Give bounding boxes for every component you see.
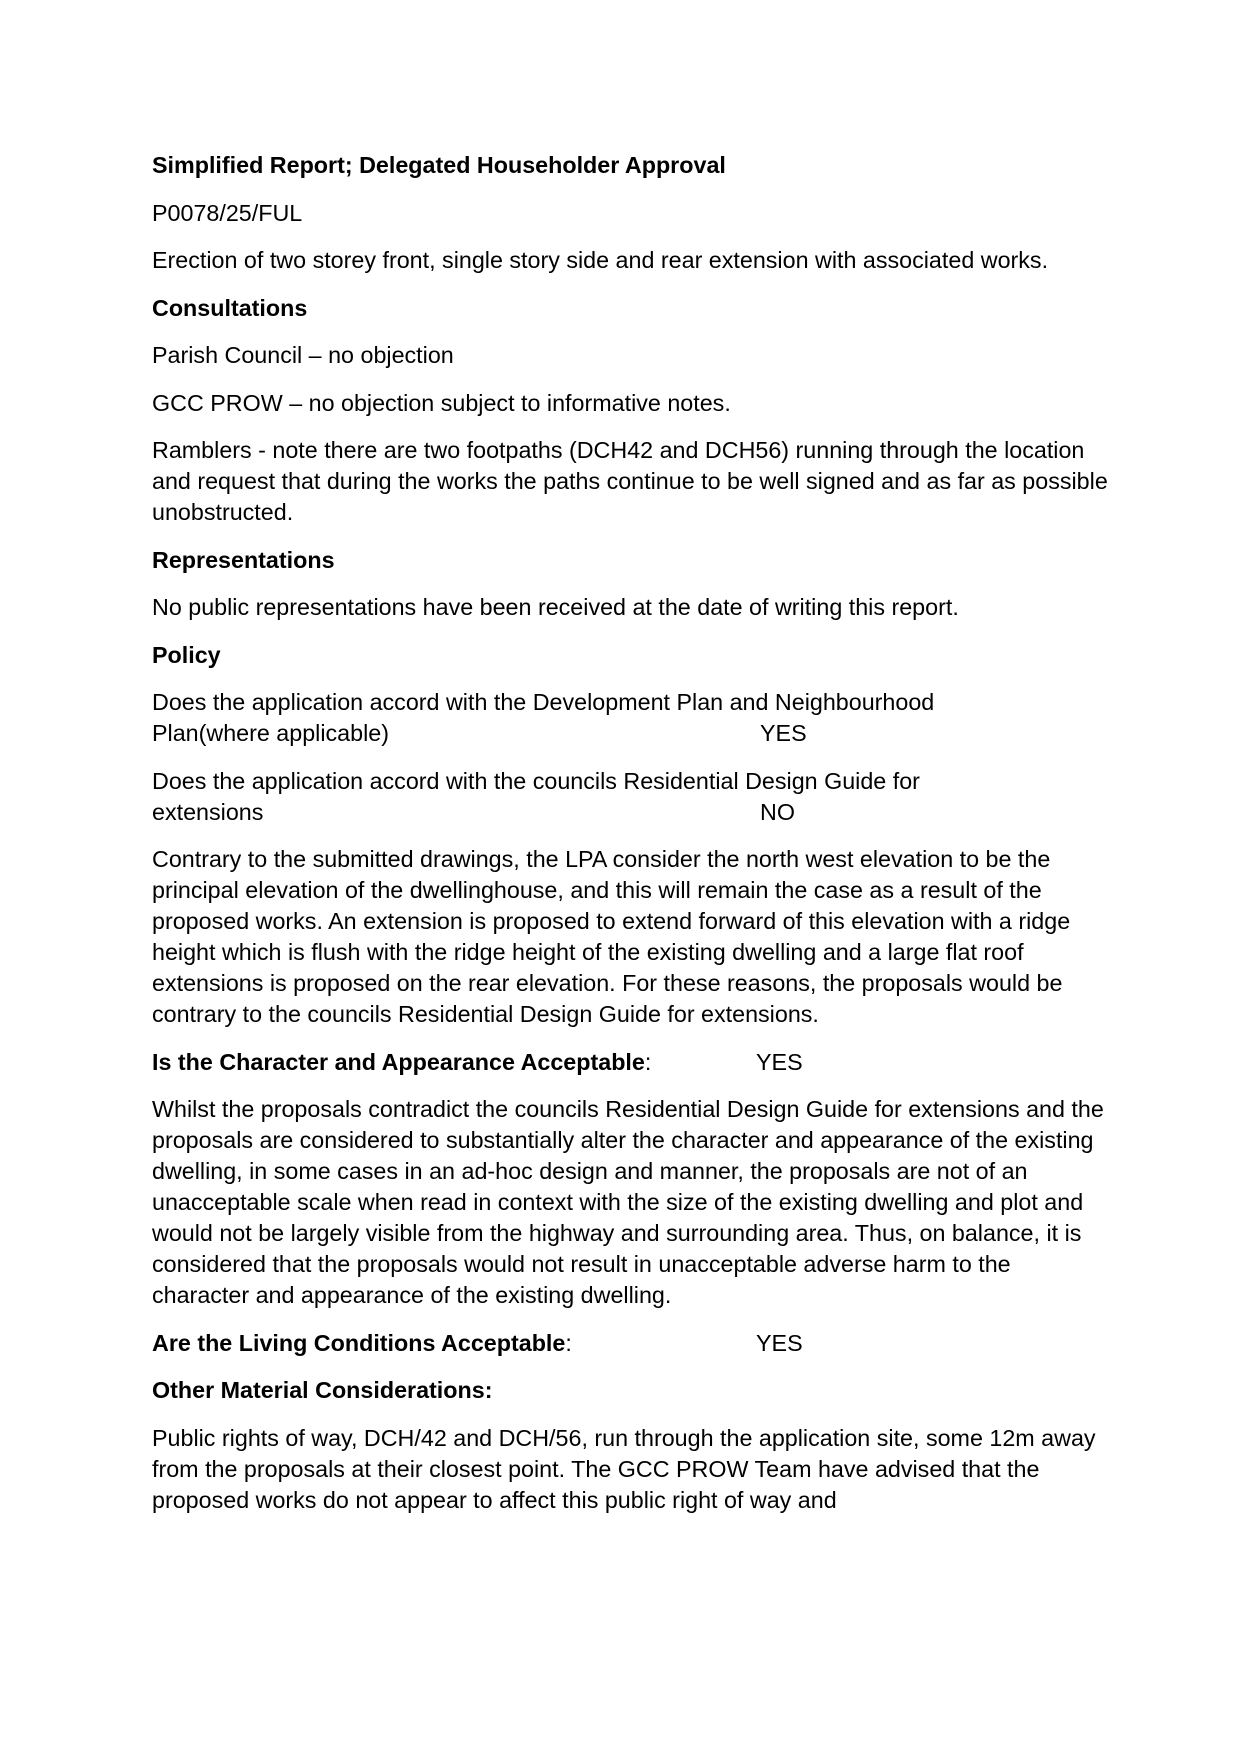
policy-answer-development-plan: YES (760, 720, 807, 746)
character-appearance-colon: : (644, 1048, 652, 1075)
policy-heading: Policy (152, 641, 221, 668)
policy-question-text: Does the application accord with the Development Plan and Neighbourhood Plan(where applicable) (152, 689, 935, 746)
consultations-heading: Consultations (152, 294, 308, 321)
policy-question-design-guide (152, 766, 1112, 828)
character-appearance-heading: Is the Character and Appearance Acceptable (152, 1048, 645, 1075)
policy-question-text: Does the application accord with the councils Residential Design Guide for extensions (152, 767, 920, 825)
consultation-parish-council: Parish Council – no objection (152, 342, 454, 368)
document-page (152, 150, 1112, 1532)
character-appearance-answer: YES (756, 1048, 803, 1075)
living-conditions-heading: Are the Living Conditions Acceptable (152, 1329, 566, 1356)
consultation-ramblers: Ramblers - note there are two footpaths (DCH42 and DCH56) running through the location and request that during the works the paths continue to be well signed and as far as possible unobstructed. (152, 437, 1108, 525)
policy-question-development-plan (152, 687, 1112, 749)
other-considerations-heading: Other Material Considerations: (152, 1377, 493, 1403)
living-conditions-answer: YES (756, 1329, 803, 1356)
other-considerations-text: Public rights of way, DCH/42 and DCH/56, run through the application site, some 12m away from the proposals at their closest point. The GCC PROW Team have advised that the proposed works do not appear to affect this public right of way and (152, 1424, 1096, 1513)
report-title: Simplified Report; Delegated Householder Approval (152, 152, 726, 178)
character-appearance-row (152, 1047, 1112, 1078)
application-description: Erection of two storey front, single story side and rear extension with associated works. (152, 247, 1049, 273)
character-appearance-text: Whilst the proposals contradict the councils Residential Design Guide for extensions and the proposals are considered to substantially alter the character and appearance of the existing dwelling, in some cases in an ad-hoc design and manner, the proposals are not of an unacceptable scale when read in context with the size of the existing dwelling and plot and would not be largely visible from the highway and surrounding area. Thus, on balance, it is considered that the proposals would not result in unacceptable adverse harm to the character and appearance of the existing dwelling. (152, 1096, 1104, 1308)
consultation-gcc-prow: GCC PROW – no objection subject to informative notes. (152, 389, 731, 416)
application-reference: P0078/25/FUL (152, 199, 303, 226)
policy-explanation: Contrary to the submitted drawings, the LPA consider the north west elevation to be the principal elevation of the dwellinghouse, and this will remain the case as a result of the proposed works. An extension is proposed to extend forward of this elevation with a ridge height which is flush with the ridge height of the existing dwelling and a large flat roof extensions is proposed on the rear elevation. For these reasons, the proposals would be contrary to the councils Residential Design Guide for extensions. (152, 846, 1071, 1027)
policy-answer-design-guide: NO (760, 798, 795, 825)
representations-heading: Representations (152, 546, 335, 573)
living-conditions-colon: : (565, 1329, 572, 1356)
living-conditions-row (152, 1328, 1112, 1359)
representations-text: No public representations have been received at the date of writing this report. (152, 594, 959, 620)
